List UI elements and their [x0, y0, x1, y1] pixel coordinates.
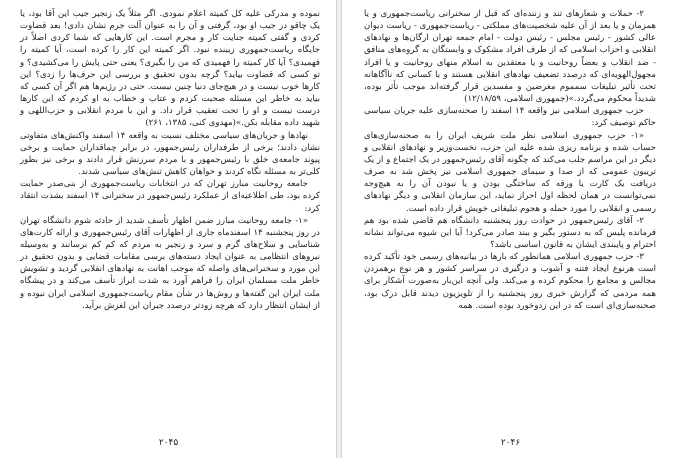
left-page-text	[20, 8, 320, 312]
page-number: ۲۰۴۶	[500, 438, 521, 448]
right-page	[341, 0, 678, 458]
right-page-text	[364, 8, 656, 312]
paragraph: «۱- جامعه روحانیت مبارز ضمن اظهار تأسف شدید از حادثه شوم دانشگاه تهران در روز پنجشنبه ۱۴ اسفند‌ماه جاری از اظهارات آقای رئیس‌جمهوری و ارائه کارت‌های شناسایی و سلاح‌های گرم و سرد و زنجیر به مردم که کم کم برسانند و به‌وسیله نیروهای انتظامی به عنوان ایجاد دسته‌های برسی مقامات قضایی و بدون تحقیق در این مورد و سخنرانی‌های واصله که موجب اهانت به نهادهای انقلابی گردید و تشویش خاطر ملت مسلمان ایران را فراهم آورد به شدت ابراز تأسف می‌کند و در پیشگاه ملت ایران این گفته‌ها و روش‌ها در شأن مقام ریاست‌جمهوری اسلامی ایران نبوده و از ایشان انتظار دارد که هرچه زودتر درصدد جبران این لغزش برآید.	[20, 215, 320, 311]
page-number: ۲۰۴۵	[158, 438, 179, 448]
paragraph: ۲- حملات و شعارهای تند و زننده‌ای که قبل از سخنرانی ریاست‌جمهوری و یا همزمان و یا بعد از آن علیه شخصیت‌های مملکتی - ریاست‌جمهوری - ریاست دیوان عالی کشور - رئیس مجلس - رئیس دولت - امام جمعه تهران ارگان‌ها و نهادهای انقلابی و احزاب اسلامی که از طرف افراد مشکوک و وابستگان به گروه‌های منافق - ضد انقلاب و بعضاً روحانیت و یا معتقدین به اسلام منهای روحانیت و یا افراد مجهول‌الهویه‌ای که درصدد تضعیف نهادهای انقلابی هستند و با کسانی که ناآگاهانه تحت تأثیر تبلیغات سمموم مغرضین و مفسدین قرار گرفته‌اند موجب تأثر بوده، شدیداً محکوم می‌گردد.»(جمهوری اسلامی، ۱۲/۱۸/۵۹)	[364, 9, 656, 105]
paragraph: نهادها و جریان‌های سیاسی مختلف نسبت به واقعه ۱۴ اسفند واکنش‌های متفاوتی نشان دادند؛ برخی از طرفداران رئیس‌جمهور، در برابر چماقداران حمایت و برخی پیوند جامعه‌ی خلق با رئیس‌جمهور و با مردم سرزنش قرار دادند و برخی نیز بطور کلی‌تر به مسئله نگاه کردند و خواهان کاهش تنش‌های سیاسی شدند.	[20, 130, 320, 178]
paragraph: حزب جمهوری اسلامی نیز واقعه ۱۴ اسفند را صحنه‌سازی علیه جریان سیاسی حاکم توصیف کرد:	[364, 106, 656, 129]
paragraph: ۳- حزب جمهوری اسلامی همانطور که بارها در بیانیه‌های رسمی خود تأکید کرده است هرنوع ایجاد فتنه و آشوب و درگیری در سراسر کشور و هر نوع برهمزدن مجالس و مجامع را محکوم کرده و می‌کند. ولی آنچه این‌بار به‌صورت آشکار برای همه مردمی که گزارش خبری روز پنجشنبه را از تلویزیون دیدند قابل درک بود، صحنه‌سازی‌ای است که در این زدوخورد بوده است. همه	[364, 252, 656, 311]
left-page	[0, 0, 337, 458]
paragraph: جامعه روحانیت مبارز تهران که در انتخابات ریاست‌جمهوری از بنی‌صدر حمایت کرده بود، طی اطلاعیه‌ای از عملکرد رئیس‌جمهور در سخنرانی ۱۴ اسفند بشدت انتقاد کرد:	[20, 179, 320, 214]
paragraph: نموده و مدرکی علیه کل کمیته اعلام نمودی. اگر مثلاً یک زنجیر جیب این آقا بود، یا یک چاقو در جیب او بود، گرفتی و آن را به عنوان آلت جرم نشان دادی! بعد قضاوت کردی و گفتی کمیته جنایت کار و مجرم است. این کارهایی که شما کردی اصلاً در جایگاه ریاست‌جمهوری زیبنده نبود. اگر کمیته این کار را کرده است، آیا کمیته را فهمیدی؟ آیا کار کمیته را فهمیدی که من را بگیری؟ یعنی حتی پایش را می‌کشیدی؟ و تو کسی که قضاوت بیاید؟ گرچه بدون تحقیق و بررسی این حرف‌ها را زدی؟ این کارها خوب نیست و در هیچ‌جای دنیا چنین نیست. حتی در رژیم‌ها هم اگر آن کسی که بیاید به خاطر این مسئله صحبت کردم و عتاب و خطاب به او کردم که این کارها درست نیست و او را تحت تعقیب قرار داد. و این با مردم انقلابی و حزب‌اللهی و شهید داده مقابله بکن.»(مهدوی کنی، ۱۳۸۵، ۲۶۱)	[20, 9, 320, 129]
paragraph: ۲- آقای رئیس‌جمهور در حوادث روز پنجشنبه دانشگاه هم قاضی شده بود هم فرمانده پلیس که به دستور بگیر و ببند صادر می‌کرد! آیا این شیوه می‌تواند نشانه احترام و پایبندی ایشان به قانون اساسی باشد؟	[364, 215, 656, 250]
paragraph: «۱- حزب جمهوری اسلامی نظر ملت شریف ایران را به صحنه‌سازی‌های حساب شده و برنامه ریزی شده علیه این حزب، نخست‌وزیر و نهادهای انقلابی و دیگر در این مراسم جلب می‌کند که چگونه آقای رئیس‌جمهور در یک اجتماع و از یک تریبون عمومی که از صدا و سیمای جمهوری اسلامی نیز پخش شد به صرف دریافت یک کارت یا ورقه که ساختگی بودن و یا نبودن آن را به هیچ‌وجه نمی‌توانست در همان لحظه اول احراز نماید، این سازمان انقلابی و دیگر نهادهای رسمی و انقلابی را مورد حمله و هجوم تبلیغاتی خویش قرار داده است.	[364, 130, 656, 214]
